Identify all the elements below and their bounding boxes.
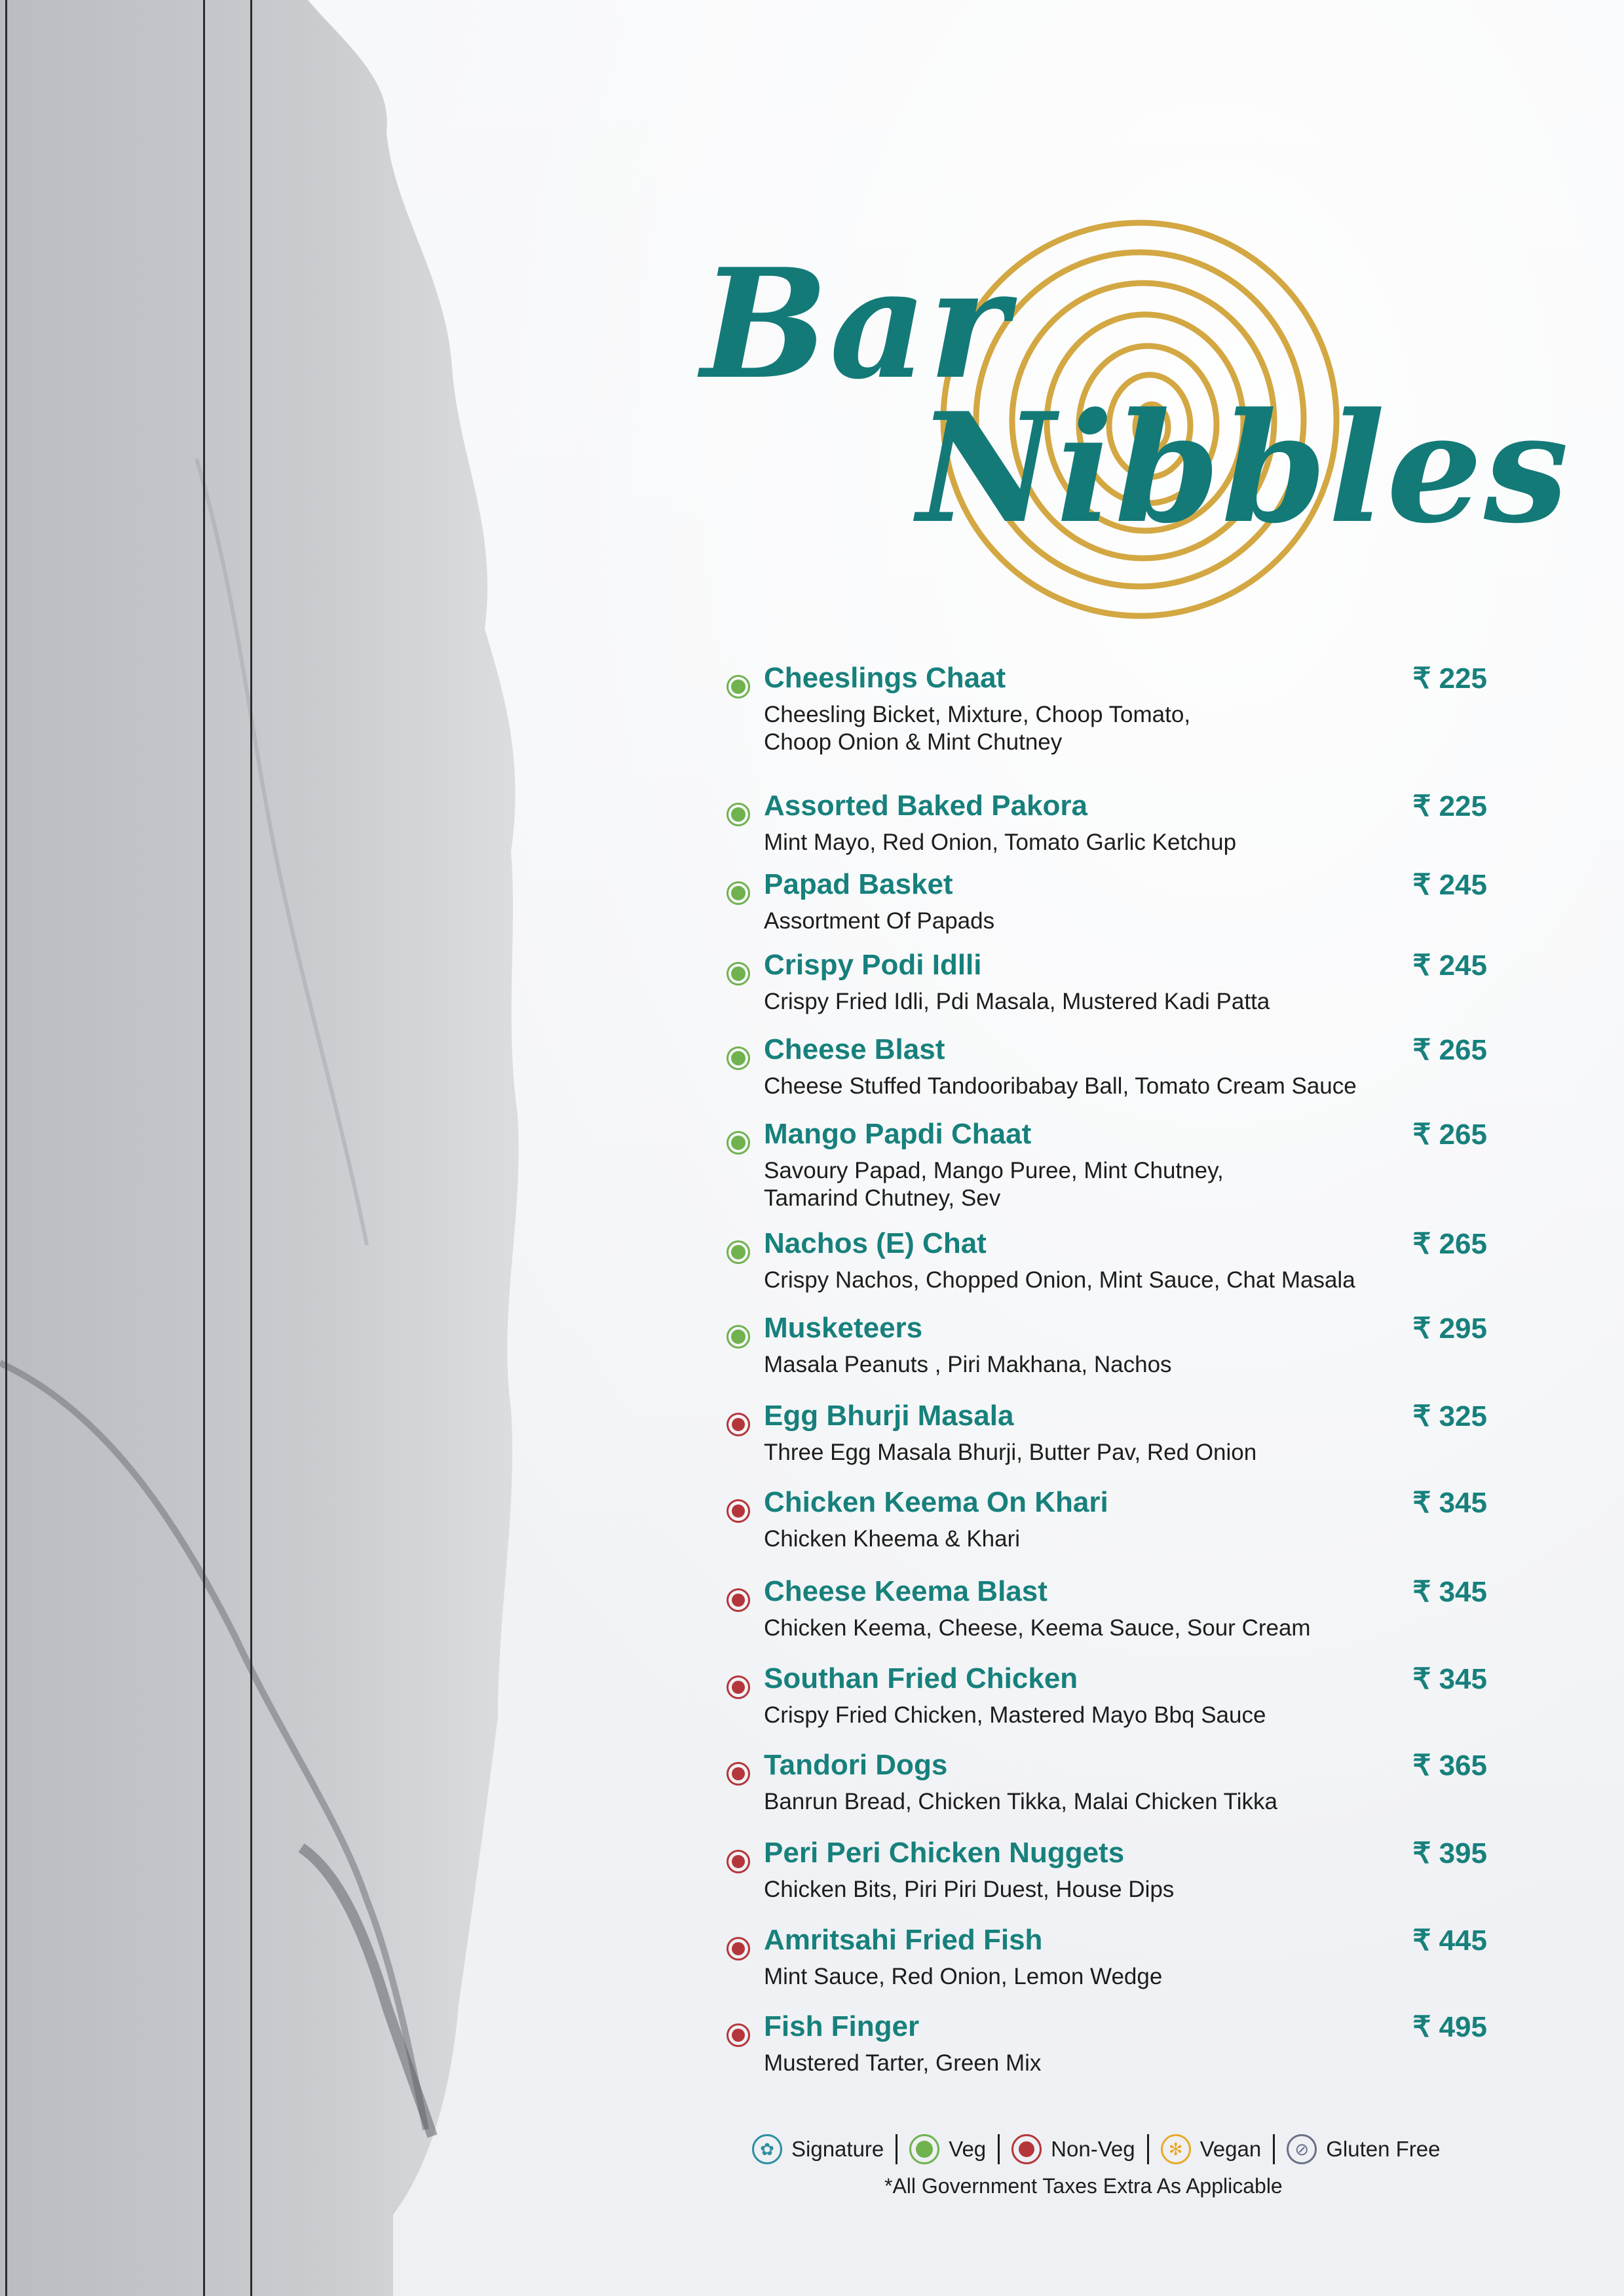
non-veg-icon [727,1675,750,1699]
item-description: Crispy Nachos, Chopped Onion, Mint Sauce, Chat Masala [764,1267,1355,1293]
veg-icon [727,1046,750,1070]
non-veg-icon [727,1588,750,1612]
item-price: ₹ 225 [1412,662,1487,695]
item-price: ₹ 345 [1412,1663,1487,1695]
legend [740,2126,1474,2172]
legend-label: Non-Veg [1051,2137,1135,2161]
item-name: Peri Peri Chicken Nuggets [764,1837,1125,1869]
item-price: ₹ 245 [1412,869,1487,901]
item-name: Assorted Baked Pakora [764,790,1087,822]
item-price: ₹ 495 [1412,2011,1487,2043]
item-description: Mint Sauce, Red Onion, Lemon Wedge [764,1964,1163,1989]
item-price: ₹ 395 [1412,1837,1487,1869]
title-nibbles: Nibbles [917,380,1570,557]
item-description: Mustered Tarter, Green Mix [764,2050,1042,2076]
legend-label: Veg [949,2137,987,2161]
non-veg-icon [727,1413,750,1436]
item-name: Egg Bhurji Masala [764,1400,1014,1432]
legend-label: Signature [791,2137,884,2161]
vegan-icon: ✻ [1161,2134,1191,2164]
legend-label: Gluten Free [1326,2137,1441,2161]
item-name: Chicken Keema On Khari [764,1486,1108,1518]
item-name: Crispy Podi Idlli [764,949,982,981]
item-name: Fish Finger [764,2010,920,2042]
item-price: ₹ 245 [1412,949,1487,982]
title-bar: Bar [701,236,1010,413]
item-description: Crispy Fried Idli, Pdi Masala, Mustered Kadi Patta [764,989,1270,1014]
item-name: Mango Papdi Chaat [764,1118,1032,1150]
item-description: Chicken Keema, Cheese, Keema Sauce, Sour Cream [764,1615,1311,1641]
non-veg-icon [1011,2134,1042,2164]
item-price: ₹ 265 [1412,1228,1487,1260]
legend-item [1273,2134,1452,2164]
item-name: Musketeers [764,1312,923,1344]
item-description: Three Egg Masala Bhurji, Butter Pav, Red Onion [764,1440,1257,1465]
non-veg-icon [727,2023,750,2047]
item-price: ₹ 325 [1412,1400,1487,1432]
menu-title [681,177,1570,662]
item-price: ₹ 225 [1412,790,1487,822]
border-line-middle [203,0,205,2296]
veg-icon [727,675,750,698]
item-description: Assortment Of Papads [764,908,995,934]
item-name: Nachos (E) Chat [764,1227,987,1259]
veg-icon [727,803,750,826]
non-veg-icon [727,1937,750,1961]
border-line-inner [250,0,252,2296]
legend-item [896,2134,998,2164]
left-border-line [5,0,7,2296]
item-name: Amritsahi Fried Fish [764,1924,1043,1956]
veg-icon [909,2134,939,2164]
item-name: Papad Basket [764,868,953,900]
legend-label: Vegan [1199,2137,1262,2161]
signature-icon: ✿ [752,2134,782,2164]
non-veg-icon [727,1762,750,1786]
legend-item [1147,2134,1274,2164]
veg-icon [727,1240,750,1264]
non-veg-icon [727,1499,750,1523]
item-description: Banrun Bread, Chicken Tikka, Malai Chicken Tikka [764,1789,1277,1814]
item-description: Mint Mayo, Red Onion, Tomato Garlic Ketchup [764,830,1237,855]
item-name: Cheese Keema Blast [764,1575,1048,1607]
item-price: ₹ 265 [1412,1119,1487,1151]
item-price: ₹ 345 [1412,1576,1487,1608]
item-price: ₹ 345 [1412,1487,1487,1519]
legend-item [740,2134,896,2164]
item-name: Tandori Dogs [764,1749,948,1781]
veg-icon [727,1131,750,1155]
non-veg-icon [727,1850,750,1873]
item-price: ₹ 365 [1412,1750,1487,1782]
item-description: Crispy Fried Chicken, Mastered Mayo Bbq Sauce [764,1702,1266,1728]
item-price: ₹ 445 [1412,1924,1487,1957]
watercolor-decoration [0,0,537,2296]
item-name: Southan Fried Chicken [764,1662,1078,1694]
item-description: Savoury Papad, Mango Puree, Mint Chutney, Tamarind Chutney, Sev [764,1158,1224,1211]
item-price: ₹ 295 [1412,1312,1487,1345]
item-name: Cheeslings Chaat [764,662,1006,694]
item-description: Cheese Stuffed Tandooribabay Ball, Tomato Cream Sauce [764,1073,1357,1099]
veg-icon [727,962,750,985]
gluten-free-icon: ⊘ [1287,2134,1317,2164]
item-description: Chicken Kheema & Khari [764,1526,1021,1552]
item-description: Cheesling Bicket, Mixture, Choop Tomato, Choop Onion & Mint Chutney [764,702,1191,755]
item-description: Masala Peanuts , Piri Makhana, Nachos [764,1352,1172,1377]
item-name: Cheese Blast [764,1033,945,1065]
item-price: ₹ 265 [1412,1034,1487,1066]
veg-icon [727,881,750,905]
legend-item [998,2134,1146,2164]
item-description: Chicken Bits, Piri Piri Duest, House Dips [764,1877,1175,1902]
veg-icon [727,1325,750,1349]
tax-note: *All Government Taxes Extra As Applicable [884,2174,1283,2198]
